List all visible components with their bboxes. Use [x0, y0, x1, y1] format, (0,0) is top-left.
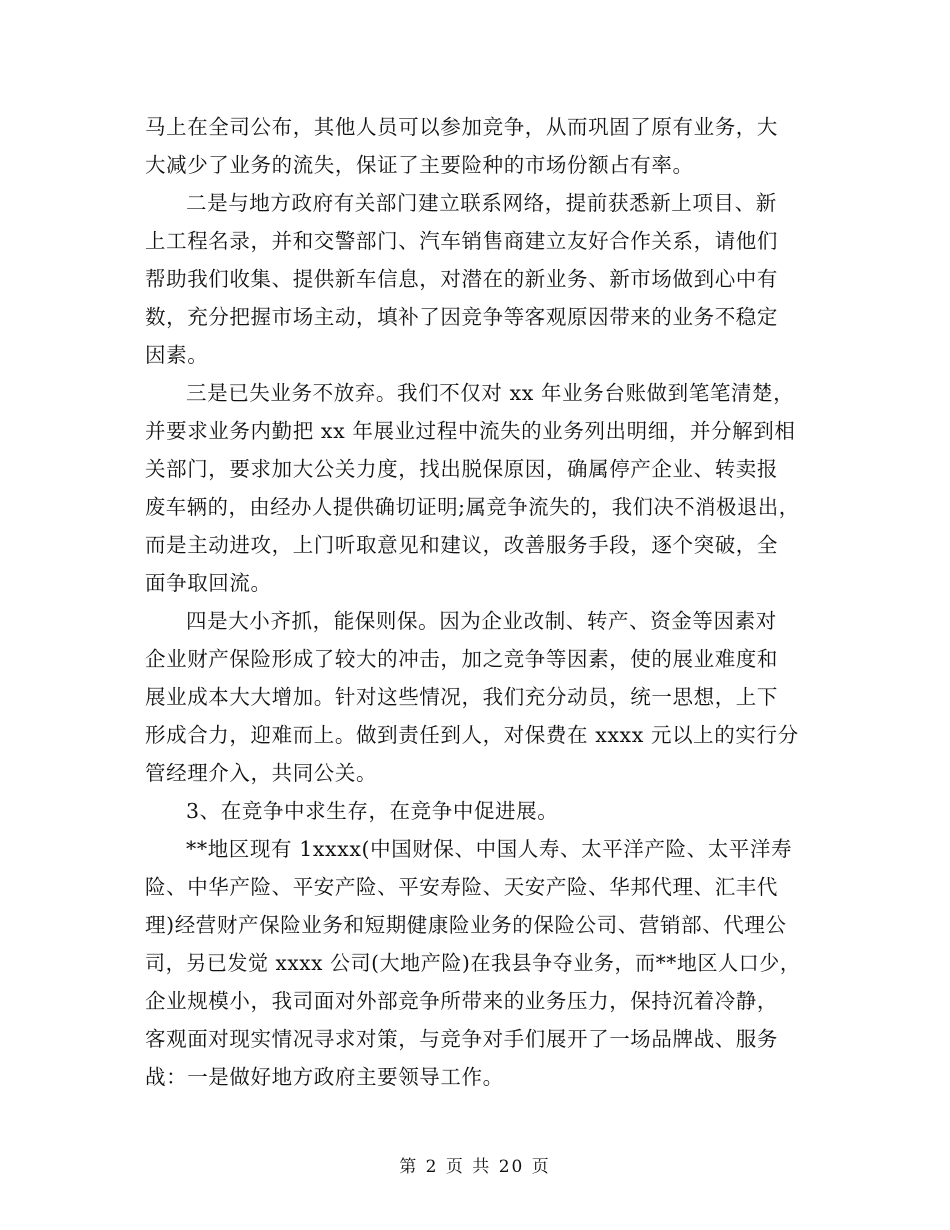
text-line: 企业财产保险形成了较大的冲击，加之竞争等因素，使的展业难度和 [145, 647, 778, 671]
text-line: 上工程名录，并和交警部门、汽车销售商建立友好合作关系，请他们 [145, 229, 778, 253]
text-line: 二是与地方政府有关部门建立联系网络，提前获悉新上项目、新 [186, 191, 777, 215]
text-line: 帮助我们收集、提供新车信息，对潜在的新业务、新市场做到心中有 [145, 267, 778, 291]
text-line: 企业规模小，我司面对外部竞争所带来的业务压力，保持沉着冷静， [145, 989, 778, 1013]
text-line: **地区现有 1xxxx(中国财保、中国人寿、太平洋产险、太平洋寿 [186, 837, 793, 861]
text-line: 废车辆的，由经办人提供确切证明;属竞争流失的，我们决不消极退出， [145, 495, 800, 519]
text-line: 关部门，要求加大公关力度，找出脱保原因，确属停产企业、转卖报 [145, 457, 778, 481]
text-line: 数，充分把握市场主动，填补了因竞争等客观原因带来的业务不稳定 [145, 305, 778, 329]
text-line: 形成合力，迎难而上。做到责任到人，对保费在 xxxx 元以上的实行分 [145, 723, 799, 747]
text-line: 三是已失业务不放弃。我们不仅对 xx 年业务台账做到笔笔清楚， [186, 381, 795, 405]
text-line: 理)经营财产保险业务和短期健康险业务的保险公司、营销部、代理公 [145, 913, 787, 937]
text-line: 司，另已发觉 xxxx 公司(大地产险)在我县争夺业务，而**地区人口少， [145, 951, 801, 975]
text-line: 因素。 [145, 343, 209, 367]
text-line: 四是大小齐抓，能保则保。因为企业改制、转产、资金等因素对 [186, 609, 777, 633]
text-line: 而是主动进攻，上门听取意见和建议，改善服务手段，逐个突破，全 [145, 533, 778, 557]
text-line: 展业成本大大增加。针对这些情况，我们充分动员，统一思想，上下 [145, 685, 778, 709]
text-line: 管经理介入，共同公关。 [145, 761, 378, 785]
text-line: 大减少了业务的流失，保证了主要险种的市场份额占有率。 [145, 153, 694, 177]
page-number-footer: 第 2 页 共 20 页 [399, 1157, 551, 1177]
text-line: 客观面对现实情况寻求对策，与竞争对手们展开了一场品牌战、服务 [145, 1027, 778, 1051]
text-line: 并要求业务内勤把 xx 年展业过程中流失的业务列出明细，并分解到相 [145, 419, 796, 443]
text-line: 马上在全司公布，其他人员可以参加竞争，从而巩固了原有业务，大 [145, 115, 778, 139]
text-line: 战：一是做好地方政府主要领导工作。 [145, 1065, 504, 1089]
text-line: 面争取回流。 [145, 571, 272, 595]
text-line: 3、在竞争中求生存，在竞争中促进展。 [186, 799, 559, 823]
text-line: 险、中华产险、平安产险、平安寿险、天安产险、华邦代理、汇丰代 [145, 875, 778, 899]
